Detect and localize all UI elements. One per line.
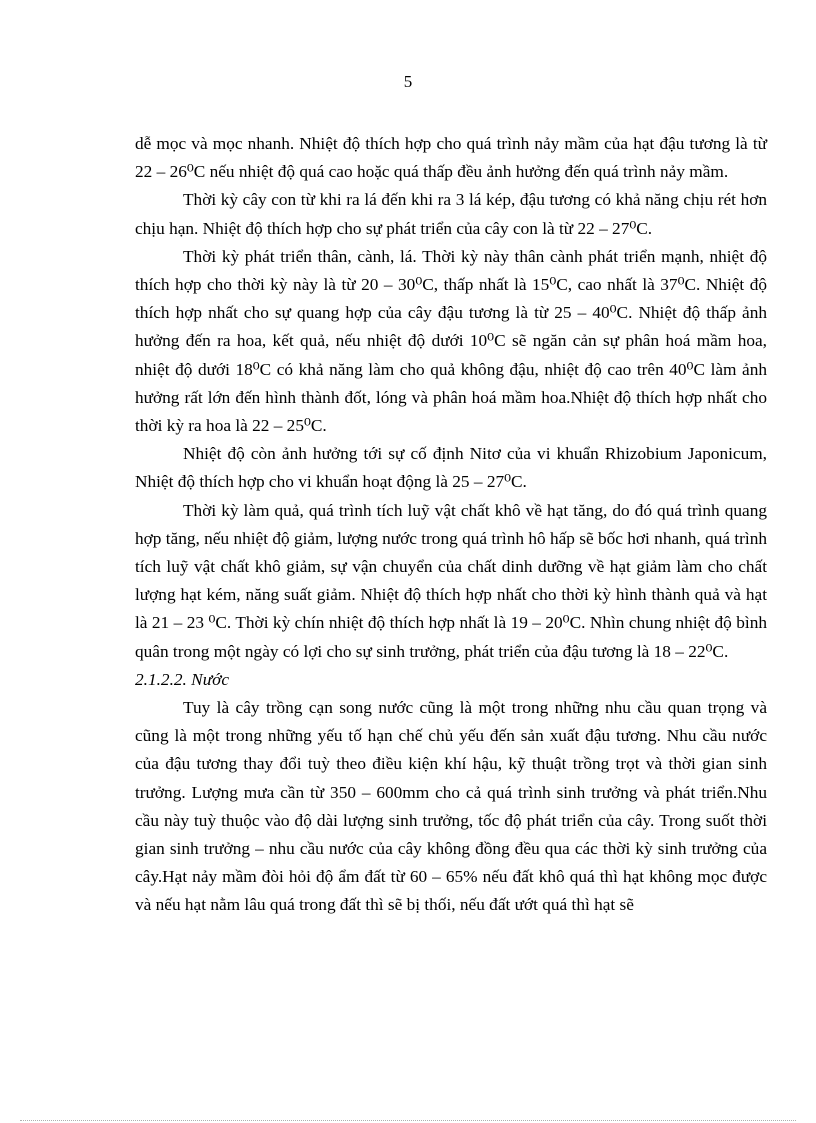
section-heading: 2.1.2.2. Nước xyxy=(135,669,230,689)
paragraph: Tuy là cây trồng cạn song nước cũng là một trong những nhu cầu quan trọng và cũng là một trong những yếu tố hạn chế chủ yếu đến sản xuất đậu tương. Nhu cầu nước của đậu tương thay đổi tuỳ theo điều kiện khí hậu, kỹ thuật trồng trọt và thời gian sinh trưởng. Lượng mưa cần từ 350 – 600mm cho cả quá trình sinh trưởng và phát triển.Nhu cầu này tuỳ thuộc vào độ dài lượng sinh trưởng, tốc độ phát triển của cây. Trong suốt thời gian sinh trưởng – nhu cầu nước của cây không đồng đều qua các thời kỳ sinh trưởng của cây.Hạt nảy mầm đòi hỏi độ ẩm đất từ 60 – 65% nếu đất khô quá thì hạt không mọc được và nếu hạt nằm lâu quá trong đất thì sẽ bị thối, nếu đất ướt quá thì hạt sẽ xyxy=(135,698,767,915)
paragraph: Thời kỳ phát triển thân, cành, lá. Thời kỳ này thân cành phát triển mạnh, nhiệt độ thích hợp cho thời kỳ này là từ 20 – 30⁰C, thấp nhất là 15⁰C, cao nhất là 37⁰C. Nhiệt độ thích hợp nhất cho sự quang hợp của cây đậu tương là từ 25 – 40⁰C. Nhiệt độ thấp ảnh hưởng đến ra hoa, kết quả, nếu nhiệt độ dưới 10⁰C sẽ ngăn cản sự phân hoá mầm hoa, nhiệt độ dưới 18⁰C có khả năng làm cho quả không đậu, nhiệt độ cao trên 40⁰C làm ảnh hưởng rất lớn đến hình thành đốt, lóng và phân hoá mầm hoa.Nhiệt độ thích hợp nhất cho thời kỳ ra hoa là 22 – 25⁰C. xyxy=(135,246,767,436)
paragraph: Nhiệt độ còn ảnh hưởng tới sự cố định Nitơ của vi khuẩn Rhizobium Japonicum, Nhiệt độ thích hợp cho vi khuẩn hoạt động là 25 – 27⁰C. xyxy=(135,444,767,492)
page-number: 5 xyxy=(403,72,413,91)
page-bottom-rule xyxy=(20,1120,796,1121)
paragraph: dễ mọc và mọc nhanh. Nhiệt độ thích hợp cho quá trình nảy mầm của hạt đậu tương là từ 22 – 26⁰C nếu nhiệt độ quá cao hoặc quá thấp đều ảnh hưởng đến quá trình nảy mầm. xyxy=(135,134,767,182)
page-body xyxy=(135,130,767,920)
paragraph: Thời kỳ làm quả, quá trình tích luỹ vật chất khô về hạt tăng, do đó quá trình quang hợp tăng, nếu nhiệt độ giảm, lượng nước trong quá trình hô hấp sẽ bốc hơi nhanh, quá trình tích luỹ vật chất khô giảm, sự vận chuyển của chất dinh dưỡng về hạt giảm làm cho chất lượng hạt kém, năng suất giảm. Nhiệt độ thích hợp nhất cho thời kỳ hình thành quả và hạt là 21 – 23 ⁰C. Thời kỳ chín nhiệt độ thích hợp nhất là 19 – 20⁰C. Nhìn chung nhiệt độ bình quân trong một ngày có lợi cho sự sinh trưởng, phát triển của đậu tương là 18 – 22⁰C. xyxy=(135,500,767,661)
paragraph: Thời kỳ cây con từ khi ra lá đến khi ra 3 lá kép, đậu tương có khả năng chịu rét hơn chịu hạn. Nhiệt độ thích hợp cho sự phát triển của cây con là từ 22 – 27⁰C. xyxy=(135,190,767,238)
